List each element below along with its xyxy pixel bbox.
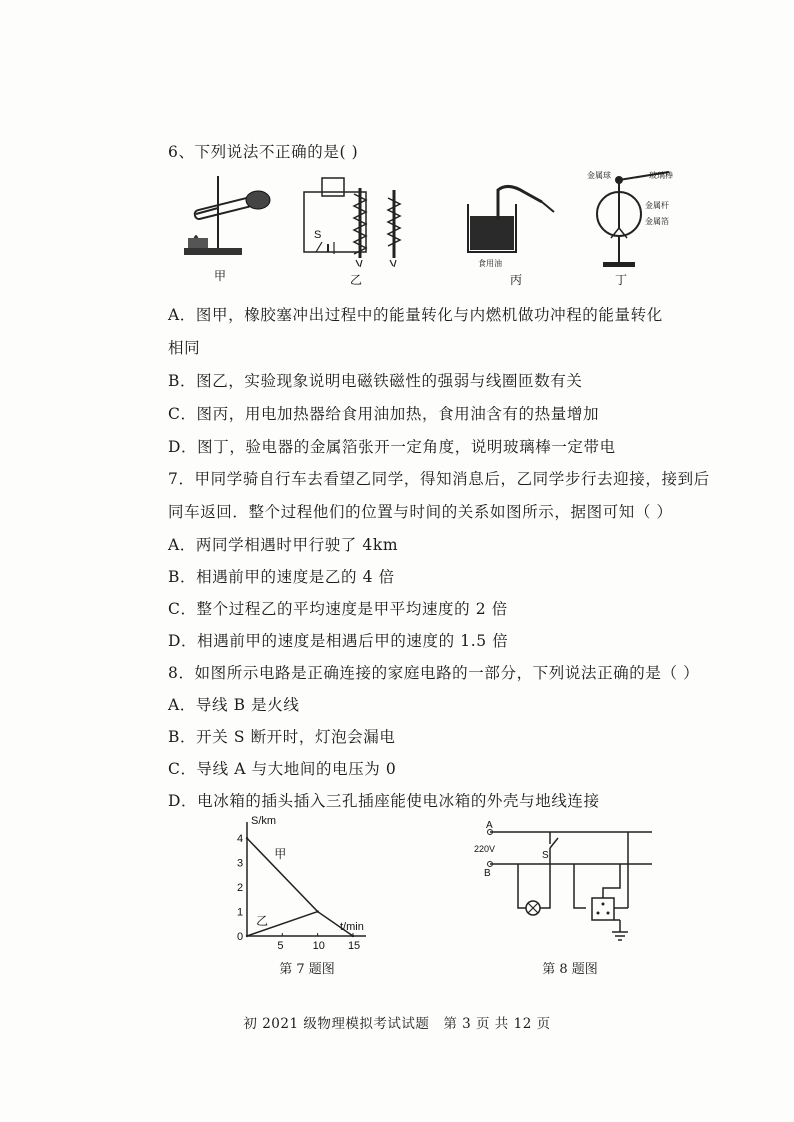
figure-ding-rod-label: 金属杆 [645, 201, 669, 210]
q8-option-d: D．电冰箱的插头插入三孔插座能使电冰箱的外壳与地线连接 [168, 792, 600, 810]
data-point [316, 910, 318, 912]
data-point [352, 935, 354, 937]
q7-distance-time-chart [225, 816, 385, 956]
wire-b-label: B [484, 868, 491, 879]
x-tick-label: 5 [277, 940, 284, 952]
series-label-jia: 甲 [274, 846, 287, 861]
q8-option-b: B．开关 S 断开时，灯泡会漏电 [168, 728, 396, 746]
q7-option-d: D．相遇前甲的速度是相遇后甲的速度的 1.5 倍 [168, 632, 509, 650]
question-7-stem-line2: 同车返回．整个过程他们的位置与时间的关系如图所示，据图可知（ ） [168, 503, 673, 521]
question-8-stem: 8．如图所示电路是正确连接的家庭电路的一部分，下列说法正确的是（ ） [168, 664, 700, 682]
figure-bing-oil-heating [462, 180, 562, 290]
q6-option-a-line1: A．图甲，橡胶塞冲出过程中的能量转化与内燃机做功冲程的能量转化 [168, 306, 663, 324]
q8-household-circuit [470, 818, 670, 954]
series-label-yi: 乙 [256, 914, 269, 928]
three-pin-socket-icon [592, 898, 614, 920]
figure-ding-ball-label: 金属球 [587, 171, 611, 180]
figure-yi-switch-label: S [314, 229, 322, 241]
q7-option-c: C．整个过程乙的平均速度是甲平均速度的 2 倍 [168, 600, 508, 618]
y-tick-label: 2 [237, 882, 244, 895]
figure-yi-label: 乙 [350, 273, 363, 287]
q7-option-a: A．两同学相遇时甲行驶了 4km [168, 536, 399, 554]
data-point [246, 935, 248, 937]
figure-bing-oil-label: 食用油 [478, 259, 502, 268]
figure-jia-label: 甲 [214, 269, 227, 283]
question-7-stem-line1: 7．甲同学骑自行车去看望乙同学，得知消息后，乙同学步行去迎接，接到后 [168, 470, 710, 488]
q6-option-b: B．图乙，实验现象说明电磁铁磁性的强弱与线圈匝数有关 [168, 372, 583, 390]
q8-figure-caption: 第 8 题图 [542, 962, 598, 977]
figure-ding-label: 丁 [615, 273, 628, 287]
figure-ding-glass-rod-label: 玻璃棒 [649, 171, 673, 180]
x-axis-label: t/min [340, 921, 364, 933]
y-tick-label: 3 [237, 857, 244, 870]
switch-label: S [542, 850, 549, 861]
switch-s [550, 838, 558, 848]
q6-option-a-line2: 相同 [168, 339, 201, 357]
voltage-label: 220V [474, 844, 496, 854]
y-tick-label: 0 [237, 931, 244, 943]
x-tick-label: 10 [312, 940, 325, 952]
data-point [246, 837, 248, 839]
figure-yi-electromagnet [300, 172, 420, 290]
figure-ding-electroscope [585, 166, 695, 290]
q7-option-b: B．相遇前甲的速度是乙的 4 倍 [168, 568, 395, 586]
q8-option-c: C．导线 A 与大地间的电压为 0 [168, 760, 397, 778]
question-6-stem: 6、下列说法不正确的是( ) [168, 143, 359, 161]
q6-option-d: D．图丁，验电器的金属箔张开一定角度，说明玻璃棒一定带电 [168, 438, 616, 456]
y-tick-label: 1 [237, 906, 244, 919]
q7-figure-caption: 第 7 题图 [279, 962, 335, 977]
q6-option-c: C．图丙，用电加热器给食用油加热，食用油含有的热量增加 [168, 405, 600, 423]
figure-ding-foil-label: 金属箔 [645, 217, 669, 226]
y-tick-label: 4 [237, 833, 244, 846]
x-tick-label: 15 [347, 940, 361, 952]
y-axis-label: S/km [251, 816, 277, 827]
page-footer: 初 2021 级物理模拟考试试题 第 3 页 共 12 页 [243, 1016, 551, 1032]
q8-option-a: A．导线 B 是火线 [168, 696, 300, 714]
wire-a-label: A [486, 820, 493, 831]
figure-jia-test-tube-heating [178, 168, 278, 288]
figure-bing-label: 丙 [510, 273, 523, 287]
